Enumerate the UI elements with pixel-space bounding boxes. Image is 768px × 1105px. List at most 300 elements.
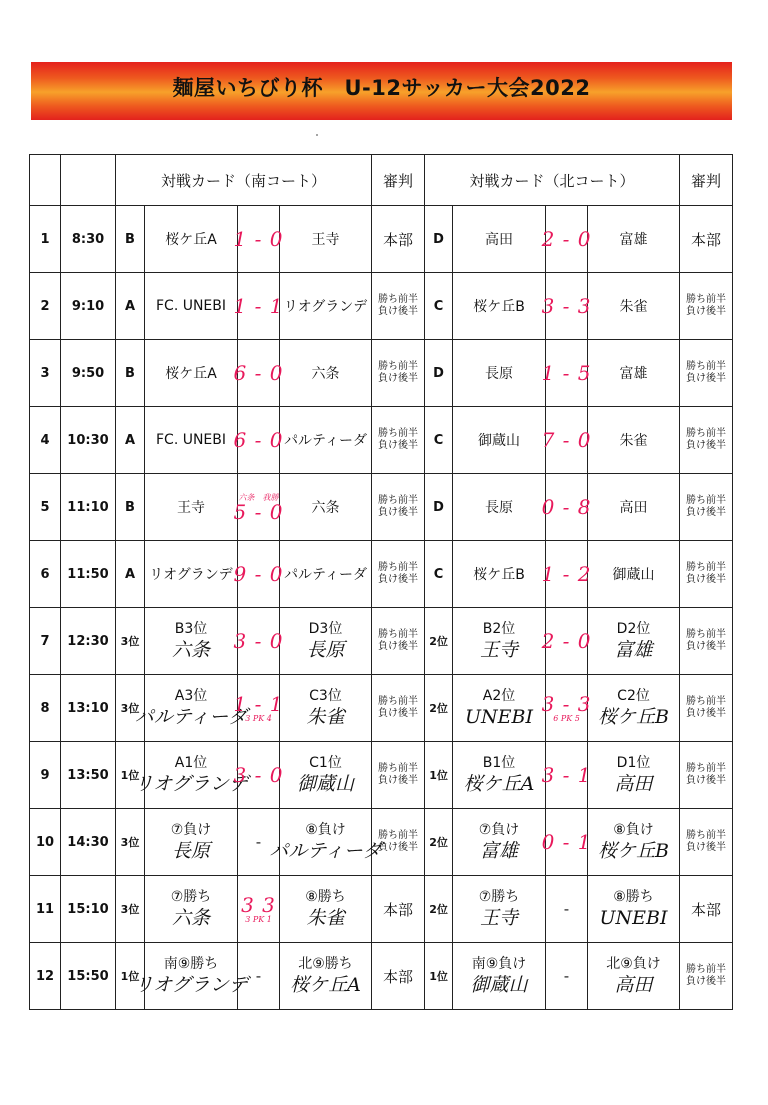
match-number: 10	[30, 809, 61, 876]
score-value: 3 - 0	[233, 763, 284, 787]
referee-second-half: 負け後半	[686, 976, 727, 987]
header-blank-no	[30, 155, 61, 206]
referee-first-half: 勝ち前半	[378, 428, 419, 439]
south-home-cell	[145, 474, 238, 541]
north-home-box	[453, 608, 545, 674]
kickoff-time: 9:50	[61, 340, 116, 407]
page-title: 麺屋いちびり杯 U-12サッカー大会2022	[172, 76, 591, 100]
north-score	[541, 675, 592, 741]
south-score-cell	[233, 273, 284, 340]
match-number: 12	[30, 943, 61, 1010]
table-row	[30, 541, 733, 608]
south-away-cell	[280, 541, 372, 608]
south-away-cell	[269, 809, 382, 876]
north-away-cell	[588, 608, 680, 675]
north-score-cell	[541, 809, 592, 876]
south-home-cell	[145, 541, 238, 608]
south-referee-cell	[372, 407, 425, 474]
score-value: 3 - 3	[541, 691, 592, 716]
north-score	[541, 206, 592, 272]
south-home-cell	[134, 943, 248, 1010]
match-number: 7	[30, 608, 61, 675]
referee-second-half: 負け後半	[686, 775, 727, 786]
referee-split	[680, 340, 732, 406]
handwritten-team: リオグランデ	[134, 974, 248, 996]
header-south-court: 対戦カード（南コート）	[116, 155, 372, 206]
north-group: C	[425, 407, 453, 474]
south-score	[233, 608, 284, 674]
south-away-cell	[280, 340, 372, 407]
south-group: A	[116, 273, 145, 340]
referee-first-half: 勝ち前半	[686, 495, 727, 506]
referee-value: 本部	[383, 900, 414, 919]
handwritten-team: 高田	[614, 974, 653, 996]
table-row	[30, 675, 733, 742]
south-referee-cell	[372, 742, 425, 809]
north-score	[541, 407, 592, 473]
referee-split	[680, 675, 732, 741]
handwritten-team: 王寺	[480, 639, 519, 661]
handwritten-team: 桜ケ丘B	[598, 706, 669, 728]
team-name: 六条	[311, 500, 340, 516]
south-home-box	[134, 943, 248, 1009]
north-group: C	[425, 541, 453, 608]
kickoff-time: 13:50	[61, 742, 116, 809]
handwritten-team: リオグランデ	[134, 773, 248, 795]
score-value: 7 - 0	[541, 428, 592, 452]
team-name: 長原	[485, 500, 514, 516]
south-home-box	[134, 675, 248, 741]
referee-split	[680, 273, 732, 339]
kickoff-time: 8:30	[61, 206, 116, 273]
south-away-cell	[280, 407, 372, 474]
referee-second-half: 負け後半	[686, 641, 727, 652]
south-group: A	[116, 407, 145, 474]
team-name: 御蔵山	[478, 433, 521, 449]
north-score	[541, 742, 592, 808]
south-away-cell	[280, 675, 372, 742]
referee-split	[372, 541, 424, 607]
north-home-cell	[453, 742, 546, 809]
north-score-cell	[546, 876, 588, 943]
north-home-cell	[453, 943, 546, 1010]
bracket-slot-label: ⑧勝ち	[305, 889, 346, 905]
south-referee-cell	[372, 809, 425, 876]
south-home-cell	[134, 675, 248, 742]
referee-split	[372, 340, 424, 406]
handwritten-team: 富雄	[614, 639, 653, 661]
referee-first-half: 勝ち前半	[378, 294, 419, 305]
referee-first-half: 勝ち前半	[378, 696, 419, 707]
table-row	[30, 876, 733, 943]
south-away-cell	[280, 474, 372, 541]
north-home-cell	[453, 675, 546, 742]
referee-second-half: 負け後半	[686, 440, 727, 451]
pk-score: 6 PK 5	[553, 713, 580, 723]
south-score	[233, 541, 284, 607]
header-referee-south: 審判	[372, 155, 425, 206]
north-home-cell	[453, 541, 546, 608]
team-name: リオグランデ	[149, 567, 233, 583]
team-name: 桜ケ丘A	[165, 366, 217, 382]
south-home-cell	[145, 407, 238, 474]
referee-second-half: 負け後半	[686, 708, 727, 719]
match-number: 5	[30, 474, 61, 541]
south-referee-cell	[372, 876, 425, 943]
south-home-box	[145, 608, 237, 674]
referee-first-half: 勝ち前半	[686, 294, 727, 305]
north-score-cell	[541, 407, 592, 474]
bracket-slot-label: C1位	[309, 755, 342, 771]
team-name: 御蔵山	[612, 567, 655, 583]
bracket-slot-label: A1位	[174, 755, 208, 771]
score-value: 9 - 0	[233, 562, 284, 586]
south-home-cell	[145, 273, 238, 340]
referee-first-half: 勝ち前半	[686, 428, 727, 439]
referee-split	[680, 742, 732, 808]
south-home-cell	[145, 876, 238, 943]
handwritten-team: 朱雀	[306, 706, 345, 728]
referee-split	[372, 407, 424, 473]
referee-first-half: 勝ち前半	[378, 830, 419, 841]
south-referee-cell	[372, 340, 425, 407]
bracket-slot-label: ⑦勝ち	[170, 889, 212, 905]
team-name: 富雄	[619, 366, 648, 382]
referee-value: 本部	[383, 230, 414, 249]
south-group: 1位	[116, 943, 145, 1010]
north-referee-cell	[680, 876, 733, 943]
bracket-slot-label: ⑧負け	[613, 822, 654, 838]
north-home-cell	[453, 809, 546, 876]
team-name: 桜ケ丘B	[473, 299, 525, 315]
handwritten-team: 六条	[171, 907, 210, 929]
referee-first-half: 勝ち前半	[378, 629, 419, 640]
north-away-cell	[588, 876, 680, 943]
scan-speck	[316, 134, 318, 136]
bracket-slot-label: 南⑨勝ち	[163, 956, 219, 972]
bracket-slot-label: ⑦負け	[478, 822, 520, 838]
north-score-cell	[541, 474, 592, 541]
north-away-cell	[588, 273, 680, 340]
bracket-slot-label: D1位	[616, 755, 651, 771]
score-value: 1 - 1	[233, 294, 284, 318]
referee-split	[372, 742, 424, 808]
south-away-cell	[280, 608, 372, 675]
table-row	[30, 340, 733, 407]
south-group: 3位	[116, 809, 145, 876]
handwritten-team: パルティーダ	[269, 840, 382, 862]
referee-split	[680, 809, 732, 875]
referee-second-half: 負け後半	[378, 306, 419, 317]
team-name: 富雄	[619, 232, 648, 248]
north-score-cell	[541, 273, 592, 340]
team-name: FC. UNEBI	[155, 298, 227, 314]
handwritten-team: 御蔵山	[297, 773, 355, 795]
referee-second-half: 負け後半	[378, 842, 419, 853]
score-dash: -	[563, 900, 570, 918]
bracket-slot-label: ⑧勝ち	[613, 889, 654, 905]
south-score-cell	[233, 340, 284, 407]
south-referee-cell	[372, 675, 425, 742]
south-score	[233, 206, 284, 272]
referee-split	[372, 675, 424, 741]
handwritten-team: 高田	[614, 773, 653, 795]
referee-value: 本部	[383, 967, 414, 986]
referee-split	[372, 809, 424, 875]
north-referee-cell	[680, 340, 733, 407]
team-name: 朱雀	[619, 299, 648, 315]
south-away-cell	[280, 206, 372, 273]
referee-first-half: 勝ち前半	[686, 629, 727, 640]
referee-split	[372, 273, 424, 339]
bracket-slot-label: 北⑨勝ち	[298, 956, 353, 972]
north-away-box	[588, 608, 679, 674]
south-away-box	[280, 675, 371, 741]
north-away-cell	[588, 541, 680, 608]
team-name: 桜ケ丘B	[473, 567, 525, 583]
referee-first-half: 勝ち前半	[686, 964, 727, 975]
north-away-box	[588, 943, 679, 1009]
north-referee-cell	[680, 675, 733, 742]
kickoff-time: 11:10	[61, 474, 116, 541]
referee-second-half: 負け後半	[378, 708, 419, 719]
north-score	[541, 809, 592, 875]
table-row	[30, 608, 733, 675]
south-home-box	[145, 876, 237, 942]
handwritten-team: UNEBI	[599, 907, 668, 929]
north-home-cell	[453, 407, 546, 474]
south-home-cell	[145, 809, 238, 876]
handwritten-team: 朱雀	[306, 907, 345, 929]
score-dash: -	[255, 967, 262, 985]
south-away-cell	[280, 273, 372, 340]
kickoff-time: 12:30	[61, 608, 116, 675]
table-row	[30, 407, 733, 474]
team-name: リオグランデ	[283, 299, 368, 315]
referee-second-half: 負け後半	[378, 641, 419, 652]
north-score-cell	[541, 541, 592, 608]
header-row	[30, 155, 733, 206]
south-score	[233, 340, 284, 406]
north-home-cell	[453, 340, 546, 407]
north-away-cell	[588, 675, 680, 742]
referee-value: 本部	[691, 230, 722, 249]
north-score-cell	[541, 608, 592, 675]
south-referee-cell	[372, 474, 425, 541]
referee-split	[680, 474, 732, 540]
south-group: B	[116, 206, 145, 273]
score-value: 6 - 0	[233, 428, 284, 452]
referee-first-half: 勝ち前半	[378, 763, 419, 774]
north-score	[541, 474, 592, 540]
north-home-cell	[453, 273, 546, 340]
match-number: 4	[30, 407, 61, 474]
north-group: D	[425, 206, 453, 273]
score-value: 2 - 0	[541, 227, 592, 251]
north-home-cell	[453, 608, 546, 675]
north-score	[541, 273, 592, 339]
table-row	[30, 474, 733, 541]
kickoff-time: 14:30	[61, 809, 116, 876]
pk-score: 3 PK 4	[245, 713, 272, 723]
north-score	[541, 541, 592, 607]
north-score-cell	[541, 675, 592, 742]
referee-split	[680, 608, 732, 674]
match-number: 6	[30, 541, 61, 608]
bracket-slot-label: 北⑨負け	[606, 956, 661, 972]
score-value: 0 - 1	[541, 830, 592, 854]
north-away-cell	[588, 474, 680, 541]
team-name: 王寺	[311, 232, 340, 248]
bracket-slot-label: ⑦勝ち	[478, 889, 520, 905]
referee-second-half: 負け後半	[686, 842, 727, 853]
handwritten-team: 長原	[306, 639, 345, 661]
referee-split	[680, 943, 732, 1009]
match-number: 1	[30, 206, 61, 273]
south-home-cell	[145, 608, 238, 675]
bracket-slot-label: A3位	[174, 688, 208, 704]
referee-second-half: 負け後半	[686, 306, 727, 317]
north-score-cell	[541, 340, 592, 407]
north-group: 1位	[425, 742, 453, 809]
north-referee-cell	[680, 474, 733, 541]
match-number: 2	[30, 273, 61, 340]
bracket-slot-label: C3位	[309, 688, 342, 704]
north-referee-cell	[680, 809, 733, 876]
table-row	[30, 943, 733, 1010]
match-number: 8	[30, 675, 61, 742]
bracket-slot-label: D3位	[308, 621, 343, 637]
schedule-table	[29, 154, 733, 1010]
north-away-box	[588, 675, 679, 741]
match-number: 11	[30, 876, 61, 943]
south-away-box	[280, 608, 371, 674]
south-score	[233, 407, 284, 473]
score-value: 1 - 5	[541, 361, 592, 385]
south-home-cell	[145, 340, 238, 407]
handwritten-team: 王寺	[480, 907, 519, 929]
team-name: 高田	[485, 232, 514, 248]
referee-first-half: 勝ち前半	[686, 562, 727, 573]
north-score-cell	[546, 943, 588, 1010]
referee-split	[680, 407, 732, 473]
south-home-box	[134, 742, 248, 808]
north-home-box	[453, 943, 545, 1009]
north-referee-cell	[680, 742, 733, 809]
south-score	[233, 742, 284, 808]
north-score	[541, 608, 592, 674]
south-referee-cell	[372, 943, 425, 1010]
north-group: D	[425, 474, 453, 541]
north-away-box	[588, 742, 679, 808]
bracket-slot-label: B3位	[174, 621, 208, 637]
north-away-box	[588, 876, 679, 942]
score-value: 1 - 0	[233, 227, 284, 251]
handwritten-team: 富雄	[480, 840, 519, 862]
team-name: 桜ケ丘A	[165, 232, 217, 248]
score-dash: -	[255, 833, 262, 851]
south-score	[233, 474, 284, 540]
south-score	[233, 675, 284, 741]
score-value: 0 - 8	[541, 495, 592, 519]
north-group: 2位	[425, 876, 453, 943]
north-away-cell	[588, 809, 680, 876]
north-referee-cell	[680, 407, 733, 474]
south-score-cell	[233, 608, 284, 675]
score-note: 六条 我勝	[238, 492, 279, 502]
south-score-cell	[233, 675, 284, 742]
north-home-cell	[453, 474, 546, 541]
header-referee-north: 審判	[680, 155, 733, 206]
north-group: 2位	[425, 608, 453, 675]
north-group: 2位	[425, 809, 453, 876]
north-group: D	[425, 340, 453, 407]
header-blank-time	[61, 155, 116, 206]
kickoff-time: 13:10	[61, 675, 116, 742]
north-home-cell	[453, 206, 546, 273]
score-value: 1 - 2	[541, 562, 592, 586]
north-referee-cell	[680, 273, 733, 340]
north-away-cell	[588, 742, 680, 809]
south-score-cell	[233, 407, 284, 474]
score-value: 6 - 0	[233, 361, 284, 385]
score-value: 2 - 0	[541, 629, 592, 653]
south-score-cell	[238, 876, 280, 943]
south-referee-cell	[372, 541, 425, 608]
south-score-cell	[233, 474, 284, 541]
team-name: 朱雀	[619, 433, 648, 449]
handwritten-team: 御蔵山	[470, 974, 528, 996]
south-away-cell	[280, 742, 372, 809]
south-away-box	[269, 809, 382, 875]
header-north-court: 対戦カード（北コート）	[425, 155, 680, 206]
south-group: 3位	[116, 608, 145, 675]
kickoff-time: 11:50	[61, 541, 116, 608]
north-referee-cell	[680, 608, 733, 675]
south-group: 3位	[116, 876, 145, 943]
handwritten-team: 桜ケ丘B	[598, 840, 669, 862]
south-score	[238, 876, 279, 942]
north-group: 2位	[425, 675, 453, 742]
referee-second-half: 負け後半	[378, 373, 419, 384]
referee-first-half: 勝ち前半	[686, 763, 727, 774]
referee-split	[372, 608, 424, 674]
handwritten-team: 桜ケ丘A	[463, 773, 535, 795]
referee-first-half: 勝ち前半	[378, 361, 419, 372]
south-score-cell	[233, 206, 284, 273]
table-row	[30, 206, 733, 273]
score-value: 3 - 1	[541, 763, 592, 787]
referee-split	[372, 474, 424, 540]
north-score-cell	[541, 206, 592, 273]
match-number: 3	[30, 340, 61, 407]
team-name: 高田	[619, 500, 648, 516]
title-banner	[31, 62, 732, 120]
bracket-slot-label: D2位	[616, 621, 651, 637]
south-group: 3位	[116, 675, 145, 742]
south-home-cell	[134, 742, 248, 809]
referee-split	[680, 541, 732, 607]
handwritten-team: UNEBI	[465, 706, 533, 728]
score-value: 5 - 0	[233, 499, 284, 524]
south-away-cell	[280, 943, 372, 1010]
team-name: 長原	[485, 366, 514, 382]
bracket-slot-label: ⑧負け	[305, 822, 346, 838]
table-row	[30, 273, 733, 340]
north-home-box	[453, 742, 545, 808]
referee-first-half: 勝ち前半	[686, 830, 727, 841]
table-row	[30, 742, 733, 809]
